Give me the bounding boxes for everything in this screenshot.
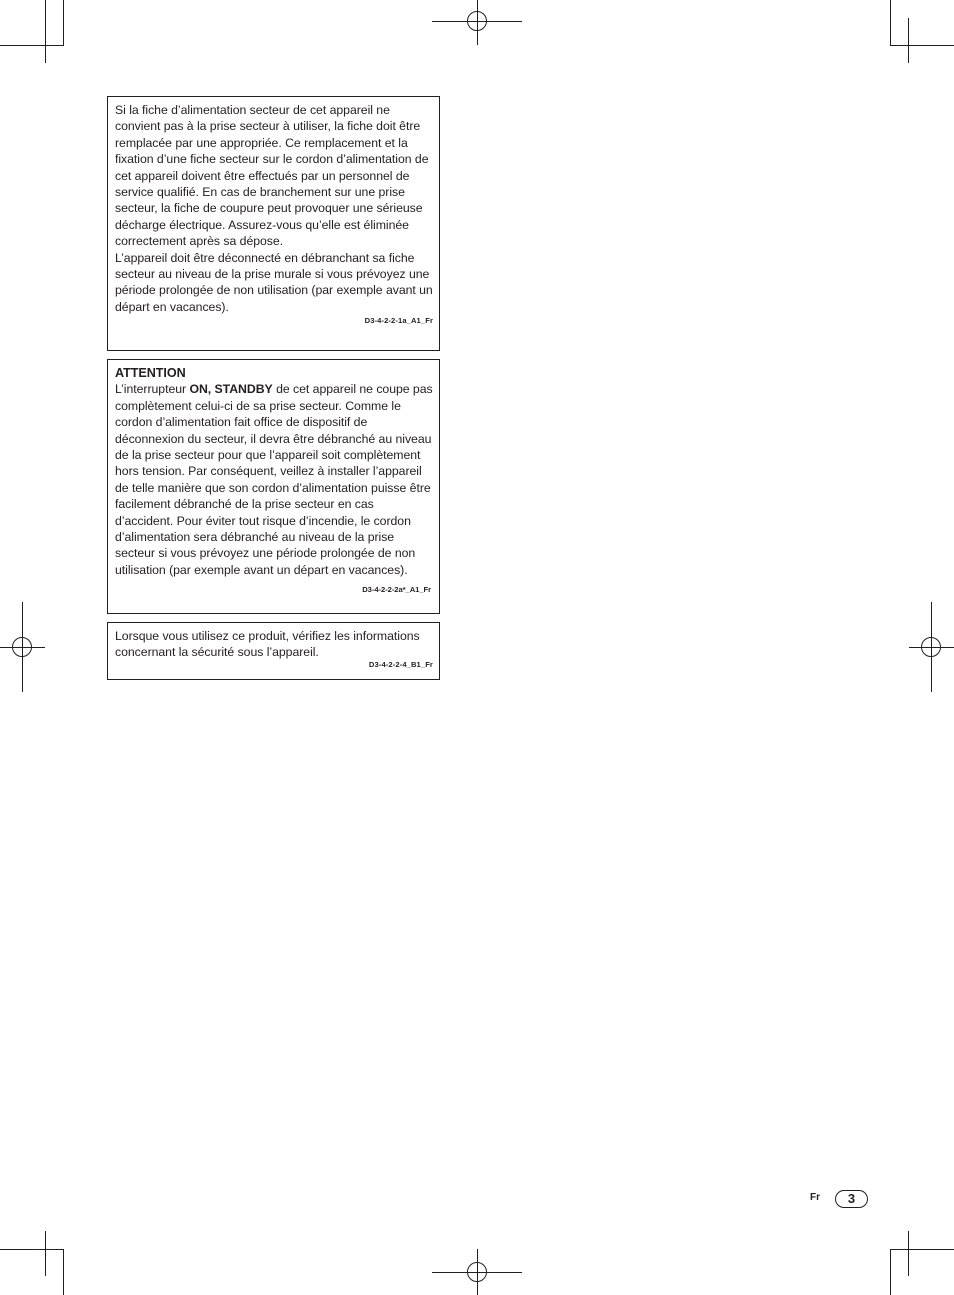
crop-mark: [908, 1231, 909, 1276]
attention-text-after: de cet appareil ne coupe pas complètement celui-ci de sa prise secteur. Comme le cordon d’alimentation fait office de dispositif de déconnexion du secteur, il devra être débranché au niveau de la prise secteur pour que l’appareil soit complètement hors tension. Par conséquent, veillez à installer l’appareil de telle manière que son cordon d’alimentation puisse être facilement débranché de la prise secteur en cas d’accident. Pour éviter tout risque d’incendie, le cordon d’alimentation sera débranché au niveau de la prise secteur si vous prévoyez une période prolongée de non utilisation (par exemple avant un départ en vacances).: [115, 382, 433, 577]
plug-notice-paragraph-2: L’appareil doit être déconnecté en débranchant sa fiche secteur au niveau de la prise murale si vous prévoyez une période prolongée de non utilisation (par exemple avant un départ en vacances).: [115, 250, 433, 314]
attention-text-before: L’interrupteur: [115, 382, 190, 397]
crop-mark: [890, 1249, 935, 1250]
plug-replacement-notice: [107, 96, 440, 351]
crop-mark: [45, 0, 46, 63]
registration-mark: [467, 1262, 487, 1282]
crop-mark: [890, 0, 891, 45]
crop-mark: [19, 45, 64, 46]
crop-mark: [45, 1231, 46, 1276]
crop-mark: [63, 0, 64, 45]
registration-mark: [12, 637, 32, 657]
registration-mark: [467, 11, 487, 31]
crop-mark: [908, 18, 909, 63]
plug-notice-paragraph-1: Si la fiche d’alimentation secteur de cet appareil ne convient pas à la prise secteur à utiliser, la fiche doit être remplacée par une appropriée. Ce remplacement et la fixation d’une fiche secteur sur le cordon d’alimentation de cet appareil doivent être effectués par un personnel de service qualifié. En cas de branchement sur une prise secteur, la fiche de coupure peut provoquer une sérieuse décharge électrique. Assurez-vous qu’elle est éliminée correctement après sa dépose.: [115, 103, 429, 249]
attention-notice: [107, 359, 440, 614]
reference-code: D3-4-2-2-1a_A1_Fr: [364, 316, 433, 326]
crop-mark: [19, 1249, 64, 1250]
page-number: 3: [835, 1190, 868, 1208]
reference-code: D3-4-2-2-4_B1_Fr: [368, 659, 433, 669]
crop-mark: [890, 1249, 891, 1295]
crop-mark: [890, 45, 935, 46]
safety-info-notice: [107, 622, 440, 680]
attention-heading: ATTENTION: [115, 366, 186, 380]
registration-mark: [921, 637, 941, 657]
reference-code: D3-4-2-2-2a*_A1_Fr: [362, 585, 431, 595]
attention-body: [115, 381, 433, 595]
page-language: Fr: [810, 1192, 820, 1203]
crop-mark: [63, 1249, 64, 1295]
safety-info-text: Lorsque vous utilisez ce produit, vérifiez les informations concernant la sécurité sous l’appareil.: [115, 629, 420, 660]
standby-switch-term: ON, STANDBY: [189, 382, 273, 397]
